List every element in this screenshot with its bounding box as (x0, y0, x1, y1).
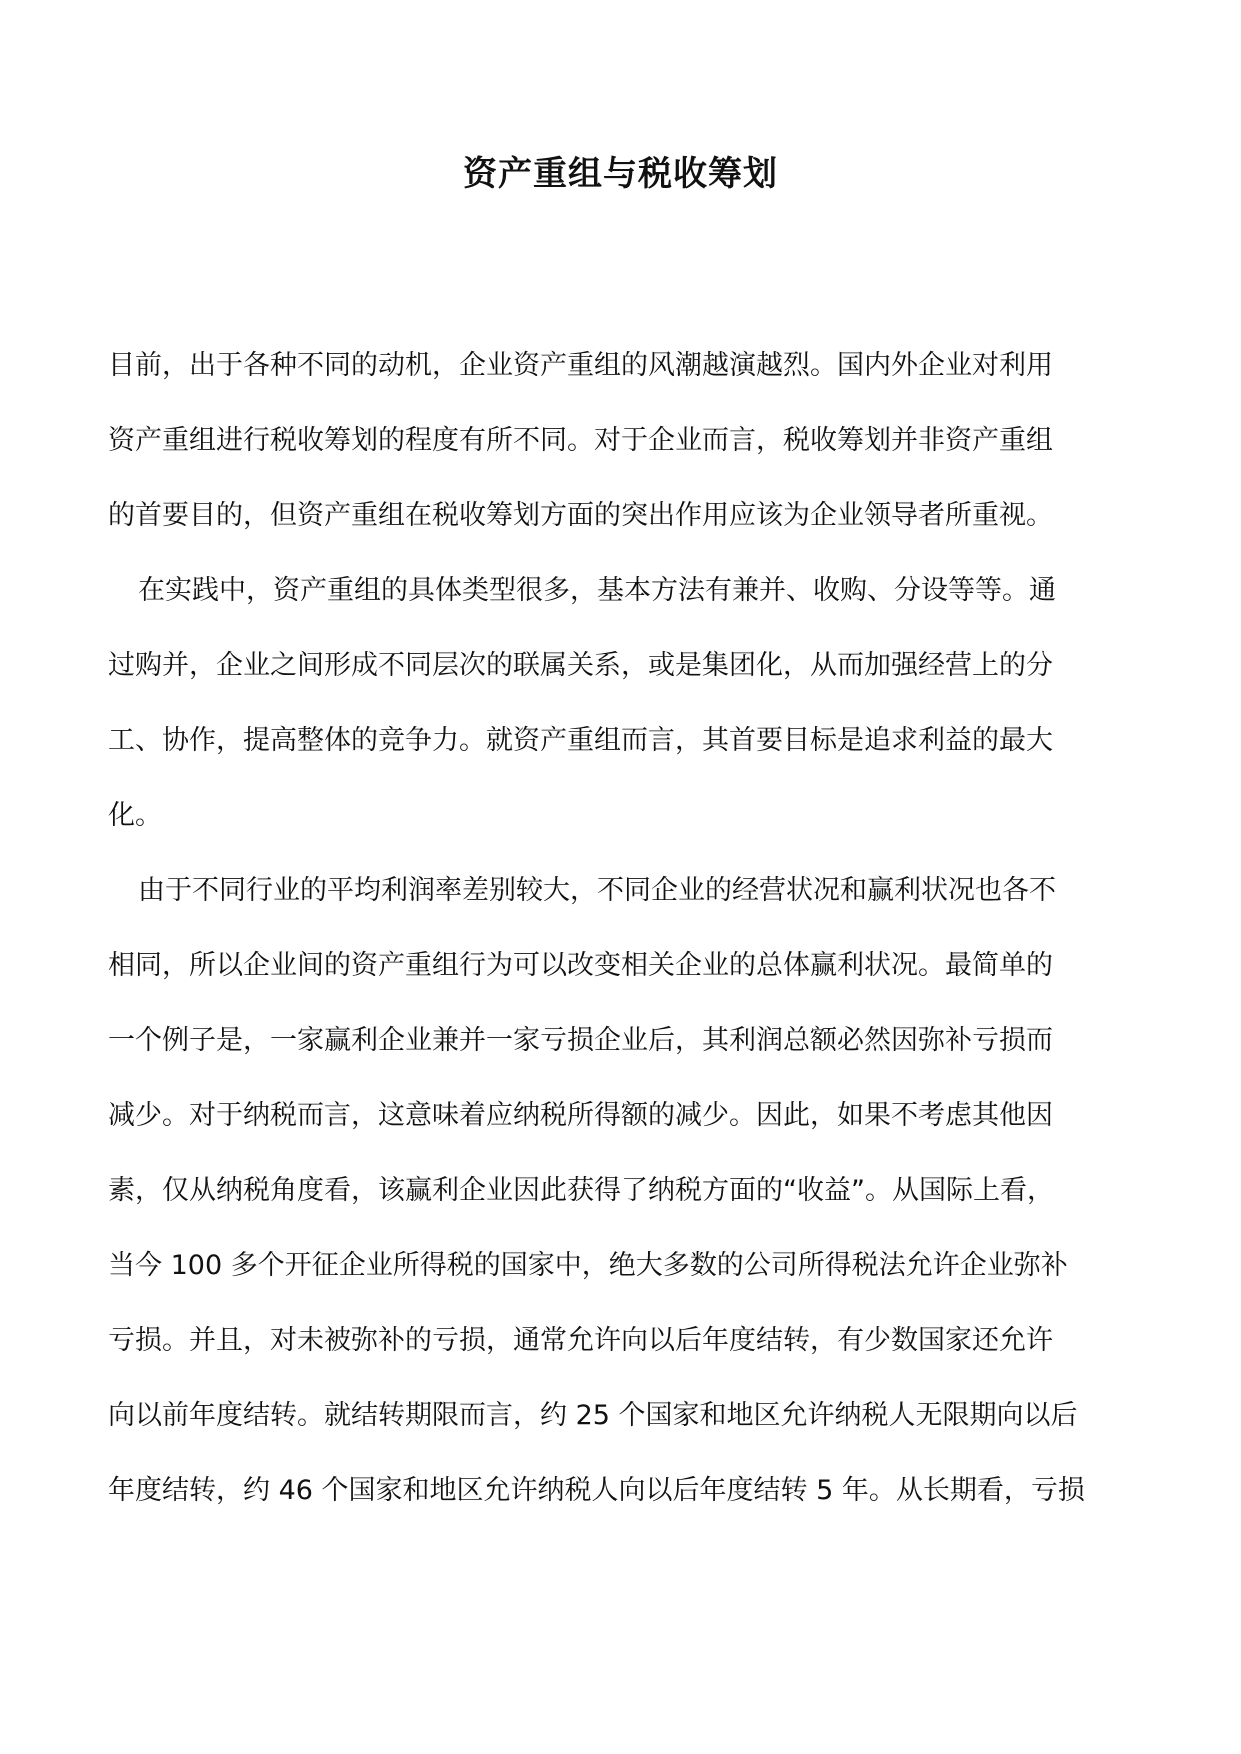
document-body (108, 344, 1138, 1544)
paragraph-2-line-2: 过购并，企业之间形成不同层次的联属关系，或是集团化，从而加强经营上的分 (108, 650, 1053, 681)
paragraph-3-line-4: 减少。对于纳税而言，这意味着应纳税所得额的减少。因此，如果不考虑其他因 (108, 1100, 1053, 1131)
paragraph-3-line-3: 一个例子是，一家赢利企业兼并一家亏损企业后，其利润总额必然因弥补亏损而 (108, 1025, 1053, 1056)
paragraph-3-line-5: 素，仅从纳税角度看，该赢利企业因此获得了纳税方面的“收益”。从国际上看， (108, 1175, 1054, 1206)
paragraph-3-line-6: 当今 100 多个开征企业所得税的国家中，绝大多数的公司所得税法允许企业弥补 (108, 1250, 1068, 1281)
paragraph-2-line-3: 工、协作，提高整体的竞争力。就资产重组而言，其首要目标是追求利益的最大 (108, 725, 1053, 756)
paragraph-2-line-4: 化。 (108, 800, 162, 831)
paragraph-2-line-1: 在实践中，资产重组的具体类型很多，基本方法有兼并、收购、分设等等。通 (138, 575, 1056, 606)
document-title: 资产重组与税收筹划 (463, 154, 778, 194)
paragraph-3-line-9: 年度结转，约 46 个国家和地区允许纳税人向以后年度结转 5 年。从长期看，亏损 (108, 1475, 1085, 1506)
paragraph-3-line-8: 向以前年度结转。就结转期限而言，约 25 个国家和地区允许纳税人无限期向以后 (108, 1400, 1078, 1431)
paragraph-3-line-2: 相同，所以企业间的资产重组行为可以改变相关企业的总体赢利状况。最简单的 (108, 950, 1053, 981)
paragraph-1-line-2: 资产重组进行税收筹划的程度有所不同。对于企业而言，税收筹划并非资产重组 (108, 425, 1053, 456)
paragraph-1-line-3: 的首要目的，但资产重组在税收筹划方面的突出作用应该为企业领导者所重视。 (108, 500, 1053, 531)
paragraph-3-line-1: 由于不同行业的平均利润率差别较大，不同企业的经营状况和赢利状况也各不 (138, 875, 1056, 906)
paragraph-3-line-7: 亏损。并且，对未被弥补的亏损，通常允许向以后年度结转，有少数国家还允许 (108, 1325, 1053, 1356)
paragraph-1-line-1: 目前，出于各种不同的动机，企业资产重组的风潮越演越烈。国内外企业对利用 (108, 350, 1053, 381)
